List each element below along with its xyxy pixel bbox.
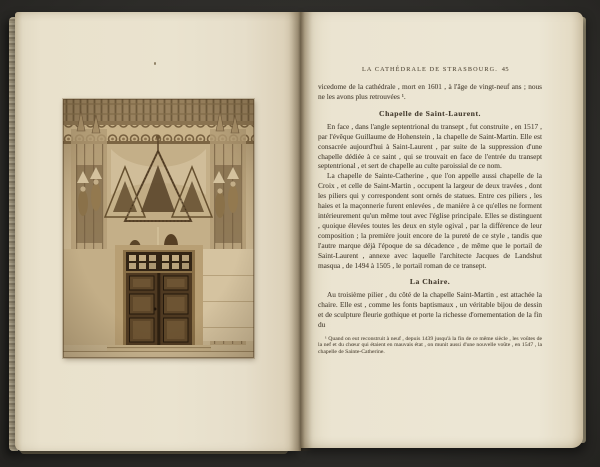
section-heading-chapelle-saint-laurent: Chapelle de Saint-Laurent. <box>379 108 481 118</box>
left-page <box>15 12 301 451</box>
right-page <box>301 12 583 448</box>
paragraph: En face , dans l'angle septentrional du transept , fut construite , en 1517 , par l'évêque Guillaume de Hohenstein , la chapelle de Saint-Martin. Elle est consacrée aujourd'hui à Saint-Laurent , par suite de la suppression d'une chapelle dédiée à ce saint , qui se trouvait en face de l'entrée du transept septentrional , et sert de chapelle au culte paroissial de ce nom. <box>318 121 542 171</box>
footnote: ¹ Quand on eut reconstruit à neuf , depuis 1439 jusqu'à la fin de ce même siècle , les voûtes de la nef et du chœur qui étaient en mauvais état , on munit aussi d'une nouvelle voûte , en 1547 , la chapelle de Sainte-Catherine. <box>318 336 542 355</box>
section-heading-la-chaire: La Chaire. <box>409 277 451 287</box>
page-number: 45 <box>501 66 509 73</box>
portal-photograph-art <box>63 99 254 358</box>
ink-speck <box>154 62 156 65</box>
photo-vignette <box>63 99 254 358</box>
paragraph-continuation: vicedome de la cathédrale , mort en 1601 , à l'âge de vingt-neuf ans ; nous ne les avons plus retrouvées ¹. <box>318 82 542 101</box>
paragraph: La chapelle de Sainte-Catherine , que l'on appelle aussi chapelle de la Croix , et celle de Saint-Martin , occupent la largeur de deux travées , dont les piliers qui y correspondent sont ornés de statues. Entre ces piliers , les haies et la maçonnerie furent enlevées , de manière à ce qu'elles ne forment intérieurement qu'un même tout avec l'église principale. Elles se distinguent , quoique élevées toutes les deux en style ogival , par la différence de leur composition ; la première jouit encore de la pureté de ce style , tandis que l'autre marque déjà l'époque de sa décadence , de même que le portail de Saint-Laurent , annexe avec laquelle l'architecte Jacques de Landshut masqua , de 1494 à 1505 , le portail roman de ce transept. <box>318 171 542 270</box>
portal-photograph <box>63 99 254 358</box>
text-column <box>318 66 542 355</box>
running-header-title: LA CATHÉDRALE DE STRASBOURG. <box>361 66 499 73</box>
paragraph: Au troisième pilier , du côté de la chapelle Saint-Martin , est attachée la chaire. Elle est , comme les fonts baptismaux , un véritable bijou de dessin et de sculpture fleurie gothique et porte la richesse d'ornementation de la fin du <box>318 290 542 330</box>
running-header <box>318 66 542 75</box>
